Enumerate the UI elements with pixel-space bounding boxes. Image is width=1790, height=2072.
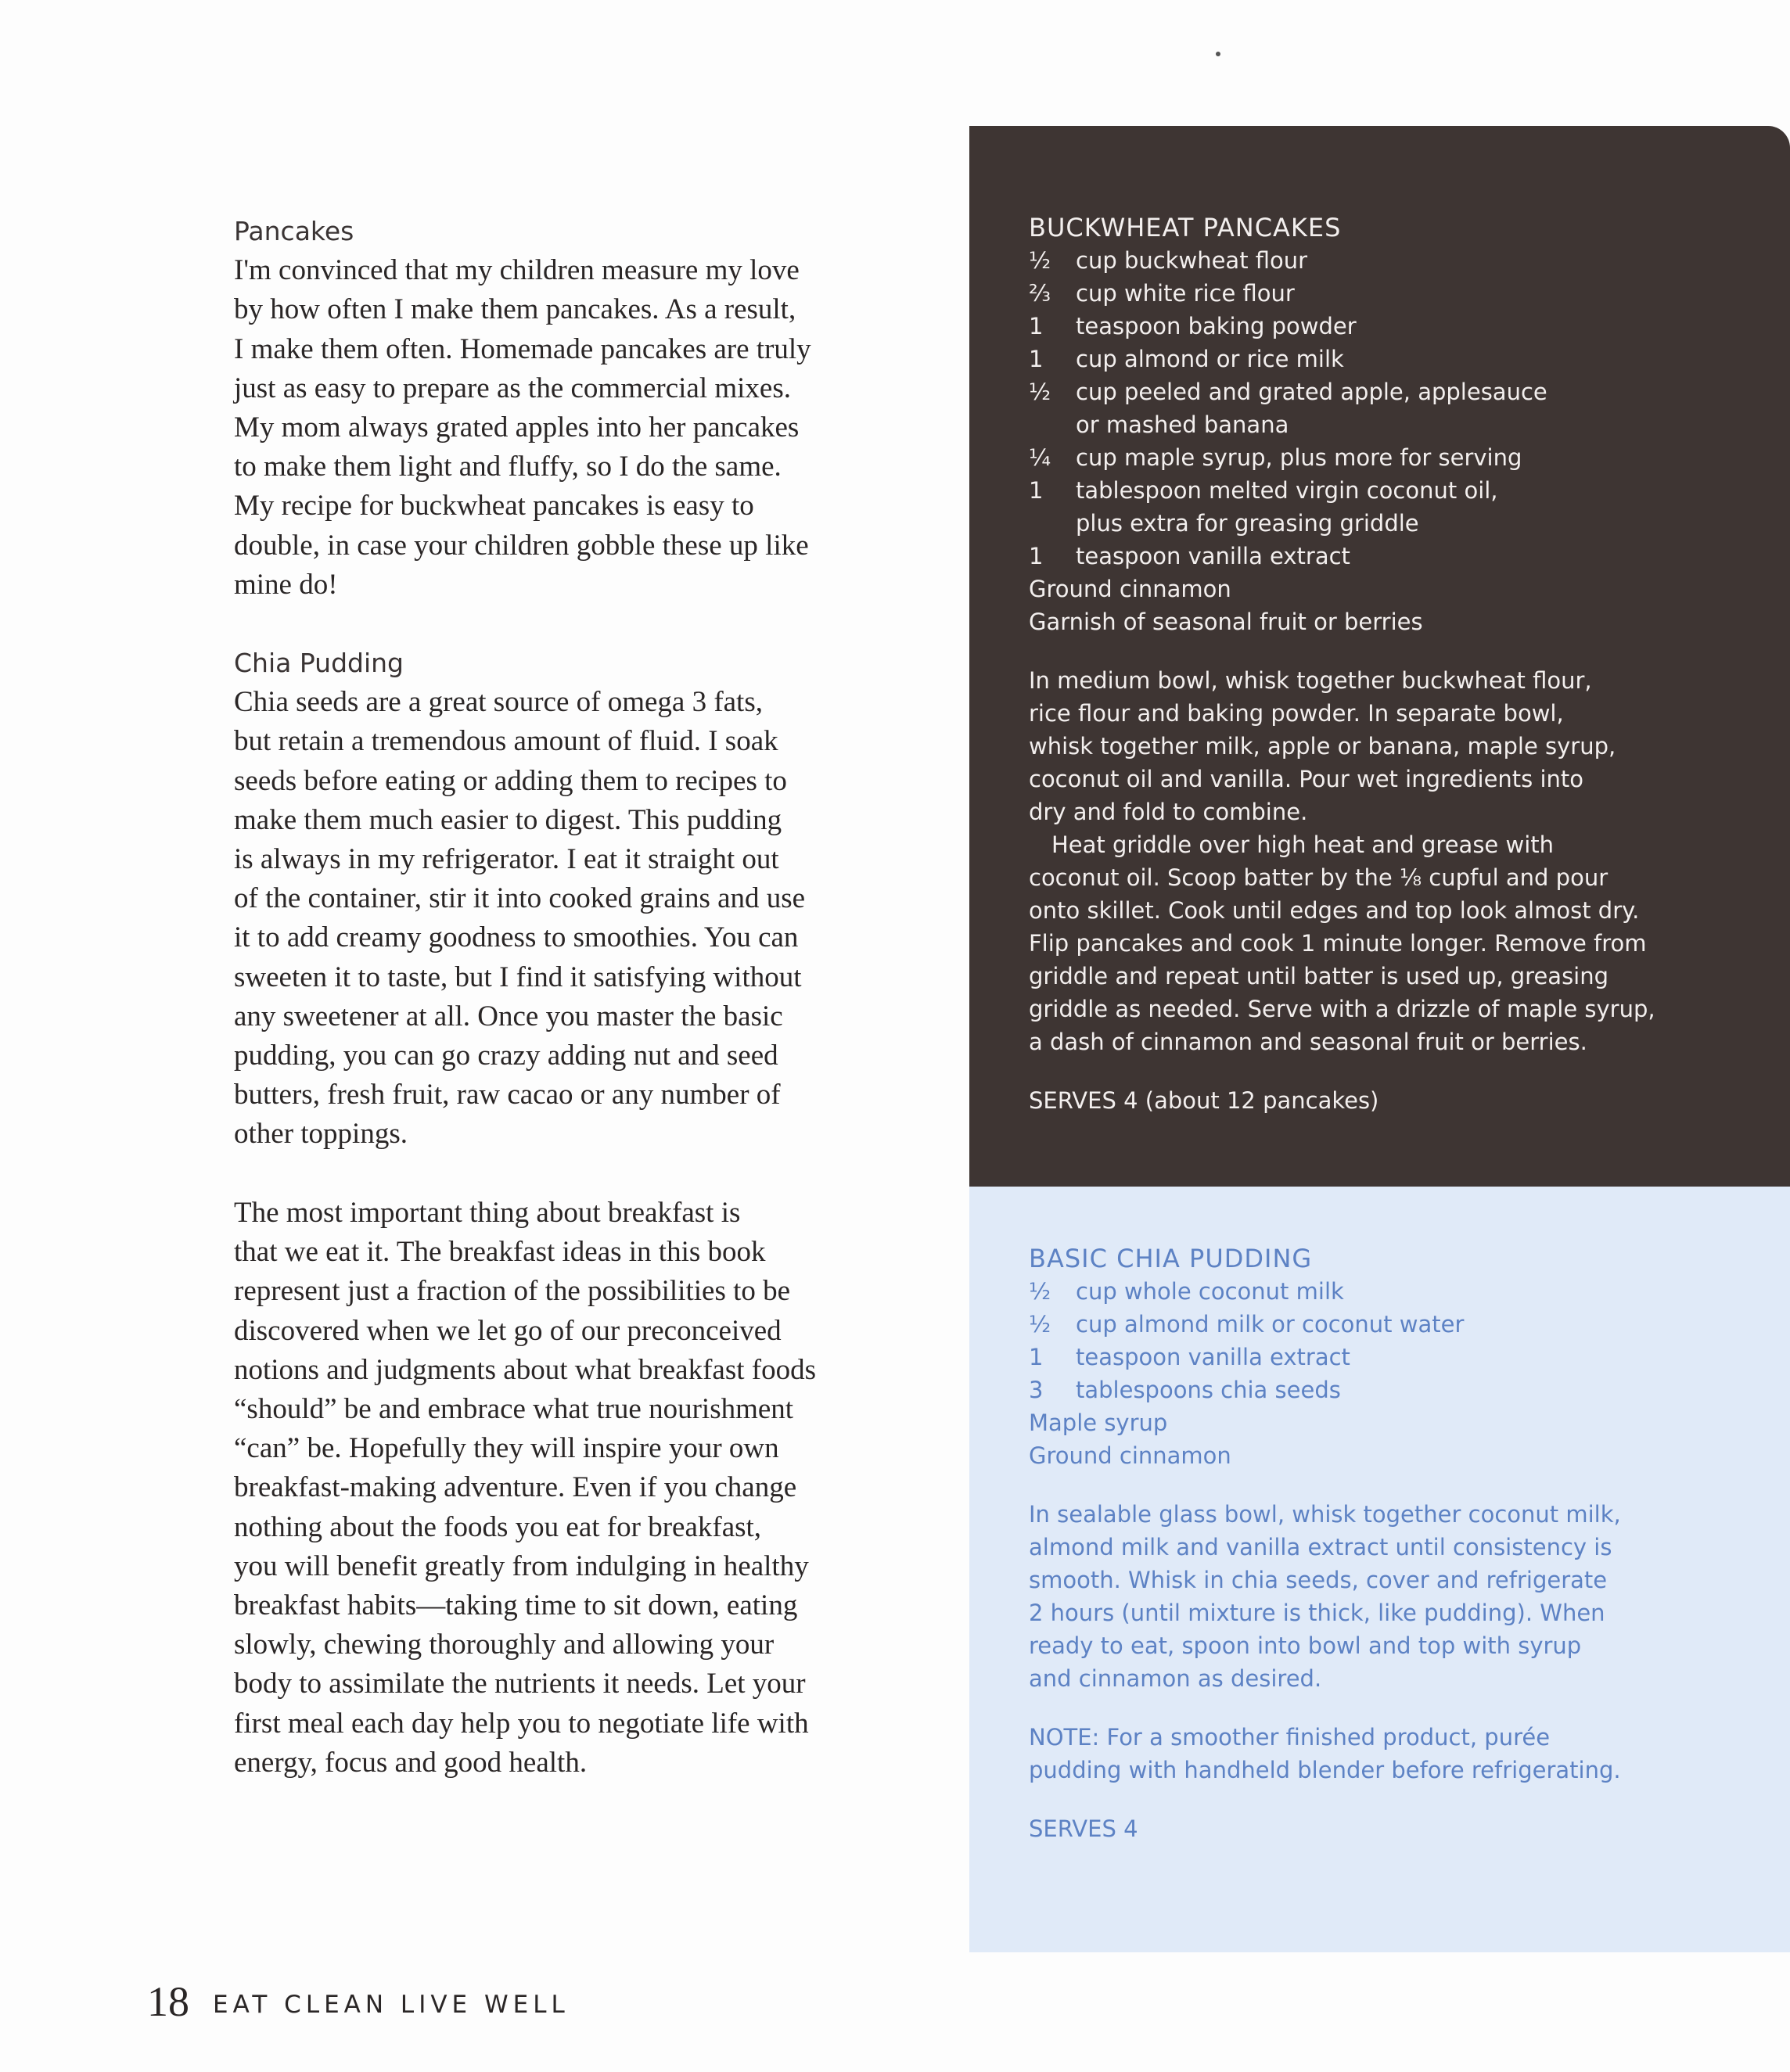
ingredient-text: cup almond or rice milk bbox=[1076, 346, 1344, 372]
text-line: other toppings. bbox=[234, 1118, 408, 1151]
text-line: In medium bowl, whisk together buckwheat flour, bbox=[1029, 667, 1592, 694]
section-pancakes bbox=[234, 212, 922, 605]
recipe-title: BUCKWHEAT PANCAKES bbox=[1029, 213, 1342, 242]
text-line: The most important thing about breakfast is bbox=[234, 1197, 741, 1229]
section-chia bbox=[234, 644, 922, 1155]
ingredient-text: teaspoon baking powder bbox=[1076, 313, 1357, 339]
text-line: notions and judgments about what breakfast foods bbox=[234, 1353, 816, 1386]
text-line: energy, focus and good health. bbox=[234, 1746, 588, 1779]
text-line: smooth. Whisk in chia seeds, cover and refrigerate bbox=[1029, 1567, 1608, 1593]
pancake-recipe bbox=[1029, 211, 1655, 1117]
text-line: My mom always grated apples into her pancakes bbox=[234, 411, 800, 444]
ingredient-text: cup peeled and grated apple, applesauce bbox=[1076, 379, 1547, 405]
text-line: 2 hours (until mixture is thick, like pudding). When bbox=[1029, 1600, 1605, 1626]
ingredient-quantity: ½ bbox=[1029, 1311, 1051, 1338]
ingredient-row bbox=[1029, 474, 1655, 507]
ingredient-row bbox=[1029, 408, 1655, 441]
ingredient-quantity bbox=[1029, 408, 1076, 441]
ingredient-row bbox=[1029, 375, 1655, 408]
ingredient-quantity: 1 bbox=[1029, 346, 1044, 372]
text-line: mine do! bbox=[234, 568, 338, 601]
method bbox=[1029, 664, 1655, 1058]
ingredient-row bbox=[1029, 244, 1655, 277]
ingredient-quantity: ½ bbox=[1029, 247, 1051, 274]
text-line: onto skillet. Cook until edges and top look almost dry. bbox=[1029, 897, 1640, 924]
ingredient-text: tablespoons chia seeds bbox=[1076, 1377, 1341, 1403]
ingredient-text: cup white rice flour bbox=[1076, 280, 1295, 307]
ingredient-row bbox=[1029, 1275, 1621, 1308]
ingredient-list bbox=[1029, 1275, 1621, 1406]
ingredient-quantity bbox=[1029, 507, 1076, 540]
ingredient-quantity: ½ bbox=[1029, 1278, 1051, 1305]
text-line: “can” be. Hopefully they will inspire your own bbox=[234, 1432, 779, 1465]
text-line: just as easy to prepare as the commercial mixes. bbox=[234, 372, 791, 404]
serves: SERVES 4 bbox=[1029, 1815, 1138, 1842]
text-line: Flip pancakes and cook 1 minute longer. Remove from bbox=[1029, 930, 1647, 957]
ingredient-text: teaspoon vanilla extract bbox=[1076, 1344, 1350, 1370]
text-line: sweeten it to taste, but I find it satisfying without bbox=[234, 961, 802, 993]
ingredient-quantity: ½ bbox=[1029, 379, 1051, 405]
text-line: first meal each day help you to negotiate life with bbox=[234, 1707, 809, 1740]
ingredient-list bbox=[1029, 244, 1655, 573]
text-line: whisk together milk, apple or banana, maple syrup, bbox=[1029, 733, 1616, 759]
ingredient-text: tablespoon melted virgin coconut oil, bbox=[1076, 477, 1498, 504]
chia-recipe bbox=[1029, 1242, 1621, 1845]
book-title: EAT CLEAN LIVE WELL bbox=[213, 1991, 570, 2019]
text-line: Garnish of seasonal fruit or berries bbox=[1029, 609, 1423, 635]
text-line: I make them often. Homemade pancakes are truly bbox=[234, 332, 811, 365]
text-line: pudding with handheld blender before refrigerating. bbox=[1029, 1757, 1621, 1783]
text-line: Maple syrup bbox=[1029, 1409, 1168, 1436]
ingredient-row bbox=[1029, 540, 1655, 573]
ingredient-row bbox=[1029, 1341, 1621, 1374]
paragraph bbox=[234, 683, 922, 1154]
paragraph-lines bbox=[234, 1194, 922, 1783]
text-line: NOTE: For a smoother finished product, purée bbox=[1029, 1724, 1551, 1751]
text-line: is always in my refrigerator. I eat it straight out bbox=[234, 843, 779, 876]
ingredient-text: cup whole coconut milk bbox=[1076, 1278, 1344, 1305]
page-number: 18 bbox=[147, 1978, 189, 2025]
text-line: Chia seeds are a great source of omega 3 fats, bbox=[234, 686, 763, 719]
serves: SERVES 4 (about 12 pancakes) bbox=[1029, 1087, 1379, 1114]
text-line: represent just a fraction of the possibilities to be bbox=[234, 1275, 791, 1308]
ingredient-text: cup almond milk or coconut water bbox=[1076, 1311, 1465, 1338]
text-line: “should” be and embrace what true nourishment bbox=[234, 1393, 794, 1426]
text-line: it to add creamy goodness to smoothies. You can bbox=[234, 921, 799, 954]
ingredient-text: cup buckwheat flour bbox=[1076, 247, 1308, 274]
text-line: coconut oil and vanilla. Pour wet ingredients into bbox=[1029, 766, 1584, 792]
ingredient-text: cup maple syrup, plus more for serving bbox=[1076, 444, 1522, 471]
text-line: slowly, chewing thoroughly and allowing your bbox=[234, 1629, 775, 1661]
text-line: of the container, stir it into cooked grains and use bbox=[234, 882, 806, 915]
text-line: seeds before eating or adding them to recipes to bbox=[234, 764, 787, 797]
method bbox=[1029, 1498, 1621, 1695]
text-line: griddle as needed. Serve with a drizzle of maple syrup, bbox=[1029, 996, 1655, 1022]
ingredient-quantity: ¼ bbox=[1029, 444, 1051, 471]
text-line: a dash of cinnamon and seasonal fruit or berries. bbox=[1029, 1029, 1587, 1055]
text-line: body to assimilate the nutrients it needs. Let your bbox=[234, 1668, 806, 1700]
text-line: and cinnamon as desired. bbox=[1029, 1665, 1322, 1692]
text-line: any sweetener at all. Once you master the basic bbox=[234, 1000, 783, 1032]
ingredient-quantity: 1 bbox=[1029, 543, 1044, 569]
ingredient-text: plus extra for greasing griddle bbox=[1076, 510, 1419, 537]
ingredient-row bbox=[1029, 310, 1655, 343]
text-line: to make them light and fluffy, so I do the same. bbox=[234, 451, 782, 483]
text-line: I'm convinced that my children measure my love bbox=[234, 254, 800, 287]
text-line: butters, fresh fruit, raw cacao or any number of bbox=[234, 1079, 781, 1111]
text-line: double, in case your children gobble these up like bbox=[234, 529, 809, 562]
text-line: In sealable glass bowl, whisk together coconut milk, bbox=[1029, 1501, 1621, 1528]
text-line: Heat griddle over high heat and grease with bbox=[1029, 831, 1555, 858]
ingredient-quantity: 1 bbox=[1029, 1344, 1044, 1370]
extras-list bbox=[1029, 573, 1655, 638]
ingredient-text: or mashed banana bbox=[1076, 411, 1289, 438]
ingredient-row bbox=[1029, 1308, 1621, 1341]
paragraph bbox=[234, 251, 922, 605]
text-line: Ground cinnamon bbox=[1029, 1442, 1231, 1469]
extras-list bbox=[1029, 1406, 1621, 1472]
ingredient-quantity: 3 bbox=[1029, 1377, 1044, 1403]
text-line: make them much easier to digest. This pudding bbox=[234, 803, 782, 836]
ingredient-quantity: ⅔ bbox=[1029, 280, 1051, 307]
text-line: nothing about the foods you eat for breakfast, bbox=[234, 1510, 762, 1543]
text-line: My recipe for buckwheat pancakes is easy to bbox=[234, 490, 754, 522]
ingredient-row bbox=[1029, 343, 1655, 375]
note bbox=[1029, 1721, 1621, 1787]
text-line: almond milk and vanilla extract until consistency is bbox=[1029, 1534, 1612, 1560]
recipe-title: BASIC CHIA PUDDING bbox=[1029, 1244, 1313, 1273]
ingredient-quantity: 1 bbox=[1029, 477, 1044, 504]
ingredient-row bbox=[1029, 1374, 1621, 1406]
text-line: rice flour and baking powder. In separate bowl, bbox=[1029, 700, 1564, 727]
speck bbox=[1216, 52, 1220, 56]
text-line: by how often I make them pancakes. As a result, bbox=[234, 293, 796, 326]
ingredient-row bbox=[1029, 507, 1655, 540]
text-line: that we eat it. The breakfast ideas in this book bbox=[234, 1236, 766, 1269]
text-line: pudding, you can go crazy adding nut and seed bbox=[234, 1040, 778, 1072]
text-line: discovered when we let go of our preconceived bbox=[234, 1314, 782, 1347]
text-line: but retain a tremendous amount of fluid. I soak bbox=[234, 725, 778, 758]
section-heading: Chia Pudding bbox=[234, 648, 404, 678]
section-heading: Pancakes bbox=[234, 216, 354, 246]
text-line: ready to eat, spoon into bowl and top with syrup bbox=[1029, 1632, 1582, 1659]
text-line: you will benefit greatly from indulging in healthy bbox=[234, 1550, 809, 1582]
ingredient-row bbox=[1029, 277, 1655, 310]
ingredient-row bbox=[1029, 441, 1655, 474]
ingredient-quantity: 1 bbox=[1029, 313, 1044, 339]
ingredient-text: teaspoon vanilla extract bbox=[1076, 543, 1350, 569]
text-line: Ground cinnamon bbox=[1029, 576, 1231, 602]
text-line: breakfast-making adventure. Even if you change bbox=[234, 1471, 797, 1504]
text-line: breakfast habits—taking time to sit down, eating bbox=[234, 1589, 798, 1622]
closing-paragraph bbox=[234, 1194, 922, 1783]
text-line: dry and fold to combine. bbox=[1029, 799, 1308, 825]
text-line: griddle and repeat until batter is used up, greasing bbox=[1029, 963, 1609, 989]
text-line: coconut oil. Scoop batter by the ⅛ cupful and pour bbox=[1029, 864, 1608, 891]
